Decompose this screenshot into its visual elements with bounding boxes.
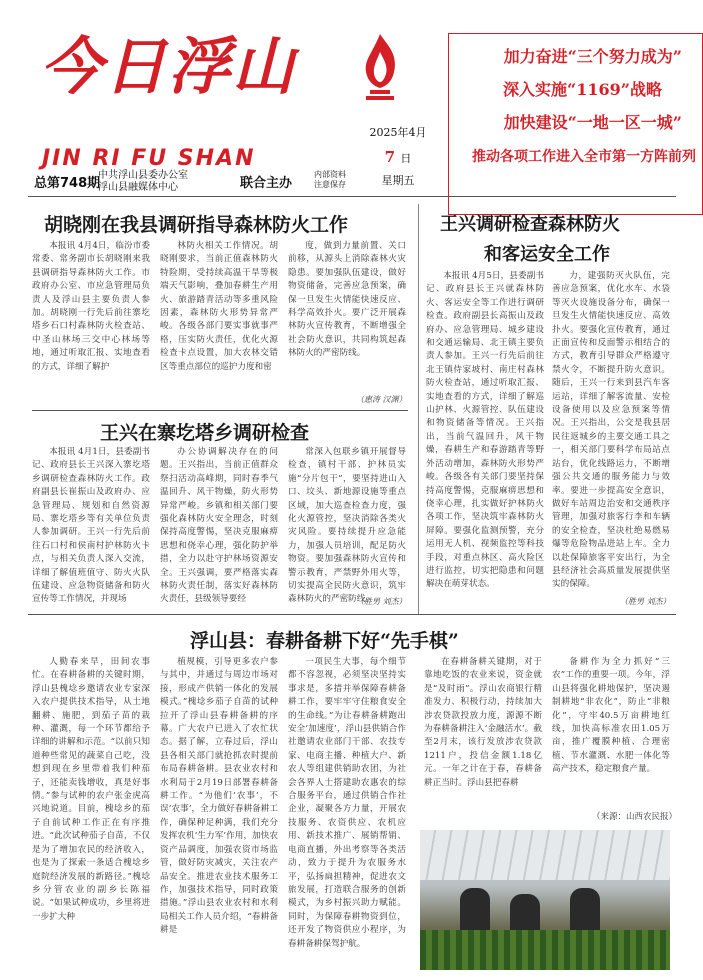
article1-col1-text: 本报讯 4月4日，临汾市委常委、常务副市长胡晓刚来我县调研指导森林防火工作。市政府办公室、市应急管理局负责人及浮山县主要负责人参加。胡晓刚一行先后前往寨圪塔乡石口村森林防火检查站、中圣山林场三交中心林场等地，通过听取汇报、实地查看的方式，详细了解护 <box>32 241 150 372</box>
article1-col2 <box>160 240 278 390</box>
article1-col2-text: 林防火相关工作情况。胡晓刚要求，当前正值森林防火特险期，受持续高温干旱等极端天气影响，叠加春耕生产用火、旅游踏青活动等多重风险因素，森林防火形势异常严峻。各级各部门要实事就事严格，压实防火责任，优化火源检查卡点设置，加大农林交错区等重点部位的巡护力度和密 <box>160 241 278 372</box>
slogan-3: 加快建设“一地一区一城” <box>503 113 682 132</box>
column-divider <box>418 204 419 614</box>
date-year-month: 2025年4月 <box>369 126 427 139</box>
masthead <box>28 28 696 193</box>
article1-byline: （惠涛 汉渊） <box>356 395 407 404</box>
article2-col3-text: 常深入包联乡镇开展督导检查，镇村干部、护林员实施“分片包干”，要坚持进山入口、坟头、新地源设施等重点区域，加大巡查检查力度，强化火源管控，坚决消除各类火灾风险。要持续提升应急能力，加强人员培训，配足防火物资。要加强森林防火宣传和警示教育，严禁野外用火等，切实提高全民防火意识，筑牢森林防火的严密防线。 <box>288 447 406 605</box>
article3-headline-line1: 王兴调研检查森林防火 <box>440 214 620 235</box>
article4-col1-text: 人勤春来早，田间农事忙。在春耕备耕的关键时期，浮山县槐埝乡邀请农业专家深入农户提供技术指导，从土地翻耕、施肥，到茄子苗的栽种、灌溉，每一个环节都给予详细的讲解和示范。“以前只知道种些常见的蔬菜自己吃，没想到现在乡里带着我们种茄子，还能卖钱增收，真是好事情。”参与试种的农户张金虎高兴地说道。目前，槐埝乡的茄子自前试种工作正在有序推进。“此次试种茄子自苗，不仅是为了增加农民的经济收入，也是为了探索一条适合槐埝乡庭院经济发展的新路径。”槐埝乡分管农业的副乡长陈福说。“如果试种成功，乡里将进一步扩大种 <box>32 657 150 922</box>
publisher-1: 中共浮山县委办公室 <box>98 170 188 181</box>
article4-col3 <box>288 656 406 972</box>
article3-col2 <box>552 270 670 594</box>
slogan-2: 深入实施“1169”战略 <box>503 80 662 99</box>
slogan-4: 推动各项工作进入全市第一方阵前列 <box>472 149 696 165</box>
article2-col1-text: 本报讯 4月1日，县委副书记、政府县长王兴深入寨圪塔乡调研检查森林防火工作。政府副县长崔振山及政府办、应急管理局、规划和自然资源局、寨圪塔乡等有关单位负责人参加调研。王兴一行先后前往石口村和侯南村护林防火卡点，与相关负责人深入交流，详细了解值班值守、防火火队伍建设、应急物资储备和防火宣传等工作情况，并现场 <box>32 447 150 605</box>
article1-col1 <box>32 240 150 390</box>
article3-byline: （胜男 刘杰） <box>620 597 671 606</box>
article4-col4-text: 在春耕备耕关键期，对于靠地吃饭的农业来说，资金就是“及时雨”。浮山农商银行精准发力、积极行动，持续加大涉农贷款投放力度，源源不断为春耕备耕注入‘金融活水’。截至2月末，该行发放涉农贷款1211户，投信金额1.18亿元。一年之计在于春，春耕备耕正当时。浮山县把春耕 <box>424 657 542 788</box>
date-day <box>368 148 428 166</box>
masthead-latin-name: JIN RI FU SHAN <box>42 146 256 171</box>
article1-col3 <box>288 240 406 390</box>
article4-col1 <box>32 656 150 972</box>
article2-col1 <box>32 446 150 604</box>
article4-source: （来源：山西农民报） <box>592 812 678 822</box>
article1-col3-text: 度，做到力量前置、关口前移，从源头上消除森林火灾隐患。要加强队伍建设，做好物资储备，完善应急预案，确保一旦发生火情能快速反应、科学高效扑火。要广泛开展森林防火宣传教育，不断增强全社会防火意识，共同构筑起森林防火的严密防线。 <box>288 241 406 359</box>
article4-col5-text: 备耕作为全力抓好“三农”工作的重要一项。今年，浮山县将强化耕地保护，坚决遏制耕地“非农化”，防止“非粮化”，守牢40.5万亩耕地红线，加快高标准农田1.05万亩，推广覆膜种植、合理密植、节水灌溉、水肥一体化等高产技术，稳定粮食产量。 <box>552 657 670 775</box>
section-divider <box>28 614 676 615</box>
publisher-2: 浮山县融媒体中心 <box>98 182 178 193</box>
publishers <box>98 170 188 194</box>
article3-headline-line2: 和客运安全工作 <box>484 244 610 265</box>
article2-headline: 王兴在寨圪塔乡调研检查 <box>100 422 310 444</box>
article2-col2-text: 办公协调解决存在的问题。王兴指出，当前正值群众祭扫活动高峰期，同时春季气温回升、风干物燥，防火形势异常严峻。乡镇和相关部门要强化森林防火安全理念，时刻保持高度警惕，坚决克服麻痹思想和侥幸心理，强化防护举措，全力以赴守护林场资源安全。王兴强调，要严格落实森林防火责任制，落实好森林防火责任，县级领导要经 <box>160 447 278 605</box>
article4-headline: 浮山县：春耕备耕下好“先手棋” <box>190 630 459 652</box>
slogan-box <box>448 33 703 215</box>
article4-col2 <box>160 656 278 972</box>
date-day-unit: 日 <box>400 152 412 165</box>
masthead-divider <box>28 196 676 197</box>
flame-icon <box>358 32 402 104</box>
date-day-number: 7 <box>384 148 396 166</box>
article3-col2-text: 力，建强防灭火队伍，完善应急预案，优化水车、水袋等灭火设施设备分布，确保一旦发生火情能快速反应、高效扑火。要强化宣传教育，通过正面宣传和反面警示相结合的方式，教育引导群众严格遵守禁火令，不断提升防火意识。随后，王兴一行来到县汽车客运站，详细了解客流量、安检设备使用以及应急预案等情况。王兴指出，公交是我县居民往返城乡的主要交通工具之一，相关部门要科学布局站点站台，优化线路运力，不断增强公共交通的服务能力与效率。要进一步提高安全意识，做好车站周边治安和交通秩序管理，加强对旅客行李和车辆的安全检查，坚决杜绝易燃易爆等危险物品进站上车。全力以赴保障旅客平安出行，为全县经济社会高质量发展提供坚实的保障。 <box>552 271 670 590</box>
issue-info <box>34 170 346 193</box>
slogan-1: 加力奋进“三个努力成为” <box>503 47 682 66</box>
greenhouse-roof <box>420 830 670 880</box>
date-weekday: 星期五 <box>381 174 415 187</box>
article4-col2-text: 植规模，引导更多农户参与其中，并通过与周边市场对接，形成产供销一体化的发展模式。”槐埝乡茄子自苗的试种拉开了浮山县春耕备耕的序幕。广大农户已进入了农忙状态。据了解，立春过后，浮山县各相关部门就抢抓农时提前布局春耕备耕。县农业农村和水利局于2月19日部署春耕备耕工作。“为他们‘农事’，不误‘农事’，全力做好春耕备耕工作，确保种足种满，我们充分发挥农机‘生力军’作用，加快农资产品调度，加强农资市场监管，做好防灾减灾，关注农产品安全。推进农业技术服务工作，加强技术指导，同时政策措施。”浮山县农业农村和水利局相关工作人员介绍，“春耕备耕是 <box>160 657 278 936</box>
article3-col1-text: 本报讯 4月5日，县委副书记、政府县长王兴就森林防火、客运安全等工作进行调研检查。政府副县长高振山及政府办、应急管理局、城乡建设和交通运输局、北王镇主要负责人参加。王兴一行先后前往北王镇侍家坡村、南庄村森林防火检查站，通过听取汇报、实地查看的方式，详细了解巡山护林、火源管控、队伍建设和物资储备等情况。王兴指出，当前气温回升，风干物燥，春耕生产和春游踏青等野外活动增加，森林防火形势严峻。各级各有关部门要坚持保持高度警惕，克服麻痹思想和侥幸心理，扎实做好护林防火各项工作，坚决筑牢森林防火屏障。要强化监测预警，充分运用无人机、视频监控等科技手段，对重点林区、高火险区进行监控，切实把隐患和问题解决在萌芽状态。 <box>426 271 544 590</box>
internal-note <box>314 170 354 190</box>
date-box <box>368 118 428 190</box>
logo: 今日浮山 <box>40 30 297 103</box>
internal-note-1: 内部资料 <box>314 170 346 179</box>
issue-number: 总第748期 <box>34 176 101 191</box>
article4-col5 <box>552 656 670 806</box>
article3-col1 <box>426 270 544 606</box>
article1-divider <box>32 410 408 411</box>
photo-plants <box>420 930 670 970</box>
article2-col2 <box>160 446 278 604</box>
article2-byline: （胜男 刘杰） <box>356 597 407 606</box>
article4-col3-text: 一项民生大事，每个细节都不容忽视，必须坚决坚持实事求是，多措并举保障春耕备耕工作，要牢牢守住粮食安全的生命线。”为让春耕备耕跑出安全‘加速度’，浮山县供销合作社邀请农业部门干部、农技专家、电商主播、种植大户、新农人等组建供销助农团，为社会各界人士搭建助农惠农的综合服务平台，通过供销合作社企业，凝聚各方力量，开展农技服务、农资供应、农机应用、新技术推广、展销帮销、电商直播，外出考察等各类活动，致力于提升为农服务水平，弘扬扁担精神，促进农文旅发展，打造联合服务的创新模式，为乡村振兴助力赋能。同时，为保障春耕物资到位，还开发了物资供应小程序，为春耕备耕保驾护航。 <box>288 657 406 949</box>
article1-headline: 胡晓刚在我县调研指导森林防火工作 <box>44 214 349 236</box>
greenhouse-photo <box>420 830 670 970</box>
article4-col4 <box>424 656 542 822</box>
co-host-label: 联合主办 <box>240 176 293 191</box>
internal-note-2: 注意保存 <box>314 180 346 189</box>
